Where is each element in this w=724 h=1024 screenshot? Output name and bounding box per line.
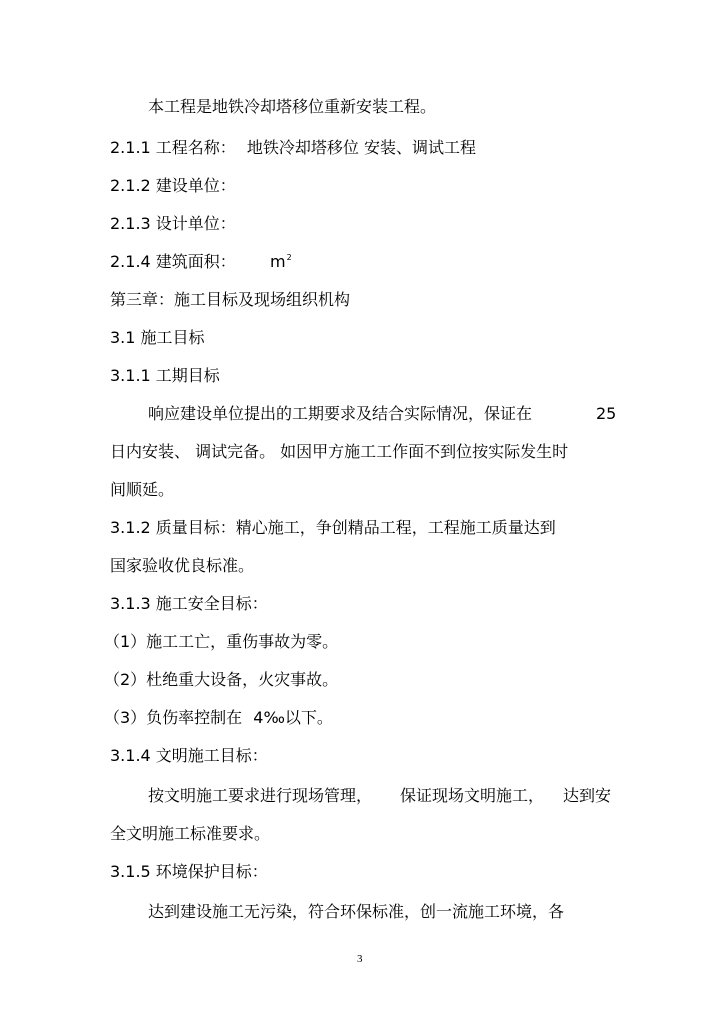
page-number: 3 xyxy=(357,953,363,965)
section-2-1-4-label: 2.1.4 建筑面积： xyxy=(110,252,236,271)
section-3-1-3: 3.1.3 施工安全目标： xyxy=(110,594,268,613)
safety-item-2: （2）杜绝重大设备，火灾事故。 xyxy=(104,670,339,689)
civilized-part-a: 按文明施工要求进行现场管理， xyxy=(148,786,373,805)
civilized-paragraph-line-1 xyxy=(148,786,372,806)
section-3-1-5: 3.1.5 环境保护目标： xyxy=(110,862,268,881)
section-2-1-1-label: 2.1.1 工程名称： xyxy=(110,138,236,157)
civilized-part-b: 保证现场文明施工， xyxy=(400,786,545,805)
schedule-paragraph-line-2: 日内安装、 调试完备。 如因甲方施工工作面不到位按实际发生时 xyxy=(110,442,569,461)
section-2-1-4 xyxy=(110,252,292,272)
civilized-part-c: 达到安 xyxy=(563,786,612,805)
intro-paragraph: 本工程是地铁冷却塔移位重新安装工程。 xyxy=(148,97,437,116)
injury-rate: 4‰以下。 xyxy=(253,708,333,727)
section-3-1-2-line-1: 3.1.2 质量目标：精心施工，争创精品工程，工程施工质量达到 xyxy=(110,518,556,537)
section-3-1-2-line-2: 国家验收优良标准。 xyxy=(110,556,255,575)
section-2-1-2: 2.1.2 建设单位： xyxy=(110,176,236,195)
safety-item-3-text: （3）负伤率控制在 xyxy=(104,708,243,727)
section-3-1: 3.1 施工目标 xyxy=(110,328,205,347)
section-3-1-1: 3.1.1 工期目标 xyxy=(110,366,220,385)
safety-item-1: （1）施工工亡，重伤事故为零。 xyxy=(104,632,339,651)
chapter-3-heading: 第三章：施工目标及现场组织机构 xyxy=(110,290,351,309)
schedule-paragraph-line-1: 响应建设单位提出的工期要求及结合实际情况，保证在 xyxy=(148,404,533,423)
area-unit: $m^2$ xyxy=(270,252,292,271)
safety-item-3 xyxy=(104,708,333,728)
section-2-1-3: 2.1.3 设计单位： xyxy=(110,214,236,233)
section-2-1-1-value: 地铁冷却塔移位 安装、调试工程 xyxy=(246,138,476,157)
environment-paragraph-line-1: 达到建设施工无污染，符合环保标准，创一流施工环境，各 xyxy=(148,902,565,921)
civilized-paragraph-line-2: 全文明施工标准要求。 xyxy=(110,824,271,843)
section-3-1-4: 3.1.4 文明施工目标： xyxy=(110,746,268,765)
schedule-days: 25 xyxy=(596,404,617,423)
section-2-1-1 xyxy=(110,138,476,158)
schedule-paragraph-line-3: 间顺延。 xyxy=(110,480,175,499)
